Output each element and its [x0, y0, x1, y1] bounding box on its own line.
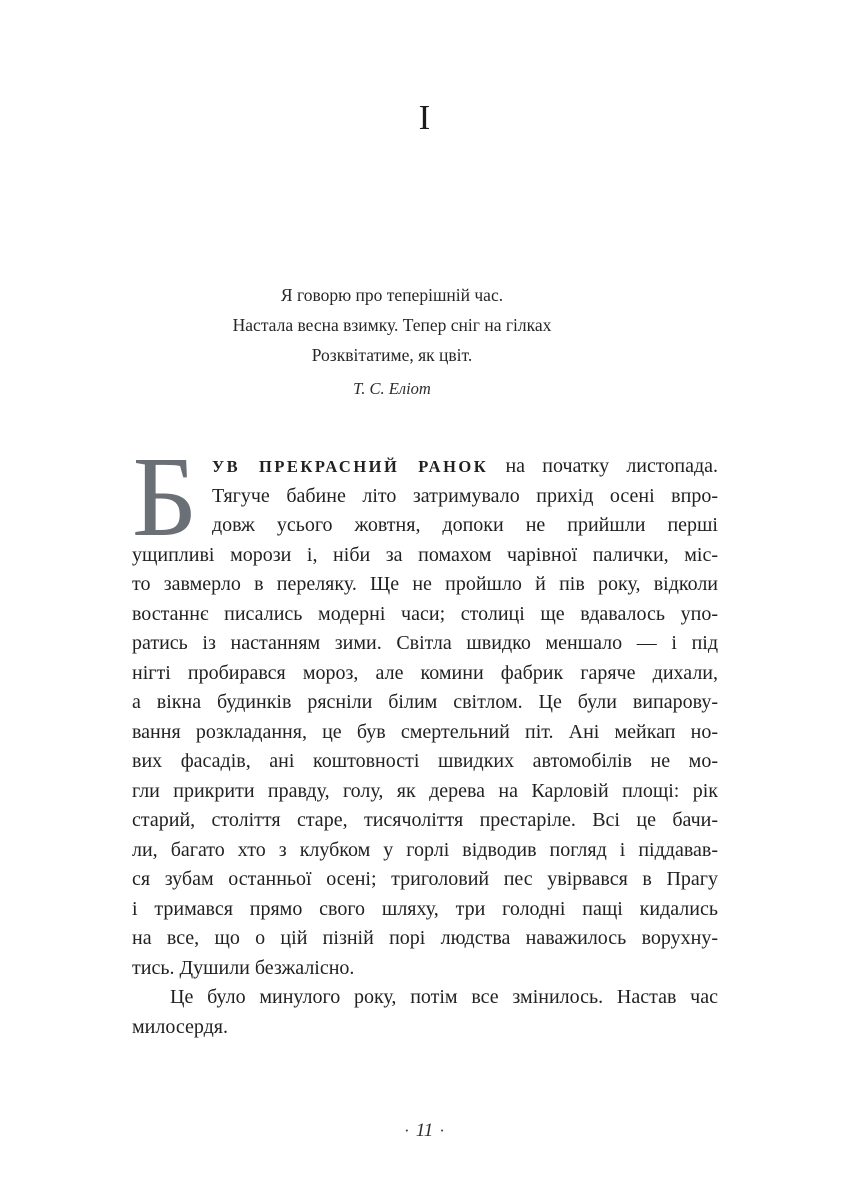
second-paragraph: [132, 983, 718, 1042]
epigraph-attribution: Т. С. Еліот: [353, 379, 431, 398]
body-text-line: вання розкладання, це був смертельний піт. Ані мейкап но-: [132, 720, 718, 743]
drop-cap: [132, 433, 202, 560]
opening-paragraph-lines: [132, 482, 718, 984]
folio-ornament-right: ·: [439, 1121, 445, 1140]
body-text-line: а вікна будинків рясніли білим світлом. Це були випарову-: [132, 691, 718, 713]
body-text-line: ся зубам останньої осені; триголовий пес увірвався в Прагу: [132, 868, 718, 890]
body-text-line: довж усього жовтня, допоки не прийшли перші: [212, 514, 718, 536]
epigraph-text: [132, 280, 652, 370]
lead-line: [132, 452, 718, 482]
body-text-line: востаннє писались модерні часи; столиці ще вдавалось упо-: [132, 602, 718, 625]
epigraph-line: Розквітатиме, як цвіт.: [311, 345, 473, 365]
body-text-line: тись. Душили безжалісно.: [132, 956, 355, 979]
body-text-line: на все, що о цій пізній порі людства наважилось ворухну-: [132, 927, 718, 949]
page-number: 11: [415, 1120, 434, 1141]
lead-small-caps: УВ ПРЕКРАСНИЙ РАНОК: [212, 457, 489, 476]
body-text-line: ратись із настанням зими. Світла швидко меншало — і під: [132, 632, 718, 654]
body-text-line: вих фасадів, ані коштовності швидких автомобілів не мо-: [132, 750, 718, 772]
second-paragraph-lines: [132, 983, 718, 1042]
body-text-line: гли прикрити правду, голу, як дерева на Карловій площі: рік: [132, 779, 718, 802]
body-text-line: нігті пробирався мороз, але комини фабрик гаряче дихали,: [132, 661, 718, 684]
body-text-line: старий, століття старе, тисячоліття престаріле. Всі це бачи-: [132, 809, 718, 831]
folio-ornament-left: ·: [404, 1121, 410, 1140]
body-text-line: ущипливі морози і, ніби за помахом чарівної палички, міс-: [132, 543, 718, 566]
body-text-line: Це було минулого року, потім все змінилось. Настав час: [170, 986, 718, 1008]
page-footer: [0, 1118, 849, 1144]
body-text-line: ли, багато хто з клубком у горлі відводив погляд і піддавав-: [132, 838, 718, 861]
drop-cap-letter: Б: [132, 433, 198, 560]
body-text-line: Тягуче бабине літо затримувало прихід осені впро-: [212, 484, 718, 507]
body-text: [132, 433, 718, 1042]
epigraph-line: Настала весна взимку. Тепер сніг на гілках: [232, 315, 552, 335]
body-text-line: милосердя.: [132, 1015, 228, 1038]
epigraph: [132, 280, 652, 404]
body-text-line: то завмерло в переляку. Ще не пройшло й пів року, відколи: [132, 573, 718, 595]
epigraph-line: Я говорю про теперішній час.: [280, 285, 504, 305]
chapter-number: I: [418, 98, 431, 137]
lead-line-rest: на початку листопада.: [488, 455, 718, 477]
body-text-line: і тримався прямо свого шляху, три голодні пащі кидались: [132, 897, 718, 920]
opening-paragraph: [132, 433, 718, 983]
